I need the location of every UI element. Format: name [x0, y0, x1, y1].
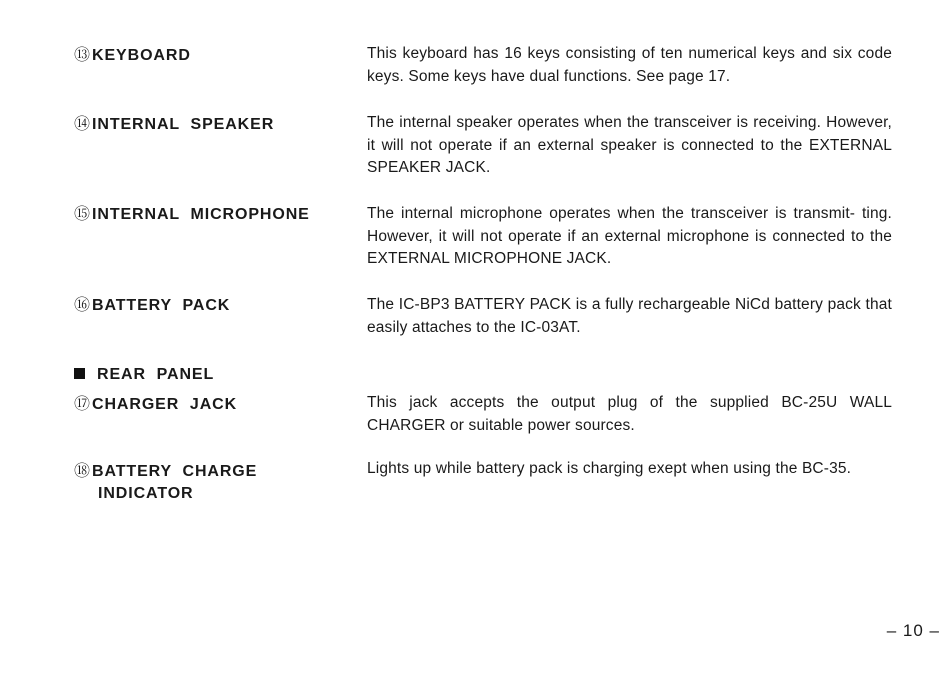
- desc-internal-speaker: The internal speaker operates when the transceiver is receiving. However, it will not operate if an external speaker is connected to the EXTERNAL SPEAKER JACK.: [367, 114, 892, 176]
- term-battery-pack: [74, 295, 230, 317]
- term-battery-charge-indicator: [74, 461, 257, 505]
- term-internal-microphone: [74, 204, 310, 226]
- term-label: BATTERY PACK: [92, 297, 231, 314]
- term-internal-speaker: [74, 114, 274, 136]
- item-number: ⑯: [74, 297, 91, 314]
- section-heading-label: REAR PANEL: [97, 366, 215, 383]
- term-label: CHARGER JACK: [92, 396, 238, 413]
- term-keyboard: [74, 45, 191, 67]
- item-number: ⑭: [74, 116, 91, 133]
- desc-battery-charge-indicator: Lights up while battery pack is charging exept when using the BC-35.: [367, 460, 852, 477]
- item-number: ⑬: [74, 47, 91, 64]
- term-label-line2: INDICATOR: [98, 485, 194, 502]
- page-number: – 10 –: [886, 621, 940, 640]
- item-number: ⑱: [74, 463, 91, 480]
- desc-keyboard: This keyboard has 16 keys consisting of ten numerical keys and six code keys. Some keys have dual functions. See page 17.: [367, 45, 892, 85]
- square-bullet-icon: [74, 368, 85, 379]
- item-number: ⑮: [74, 206, 91, 223]
- desc-charger-jack: This jack accepts the output plug of the supplied BC-25U WALL CHARGER or suitable power sources.: [367, 394, 892, 434]
- term-label: BATTERY CHARGE: [92, 463, 258, 480]
- item-number: ⑰: [74, 396, 91, 413]
- term-label: INTERNAL SPEAKER: [92, 116, 275, 133]
- desc-internal-microphone: The internal microphone operates when the transceiver is transmit- ting. However, it will not operate if an external microphone is connected to the EXTERNAL MICROPHONE JACK.: [367, 205, 892, 267]
- section-heading-rear-panel: [74, 364, 214, 386]
- term-label: INTERNAL MICROPHONE: [92, 206, 310, 223]
- desc-battery-pack: The IC-BP3 BATTERY PACK is a fully rechargeable NiCd battery pack that easily attaches to the IC-03AT.: [367, 296, 892, 336]
- term-label: KEYBOARD: [92, 47, 191, 64]
- term-charger-jack: [74, 394, 237, 416]
